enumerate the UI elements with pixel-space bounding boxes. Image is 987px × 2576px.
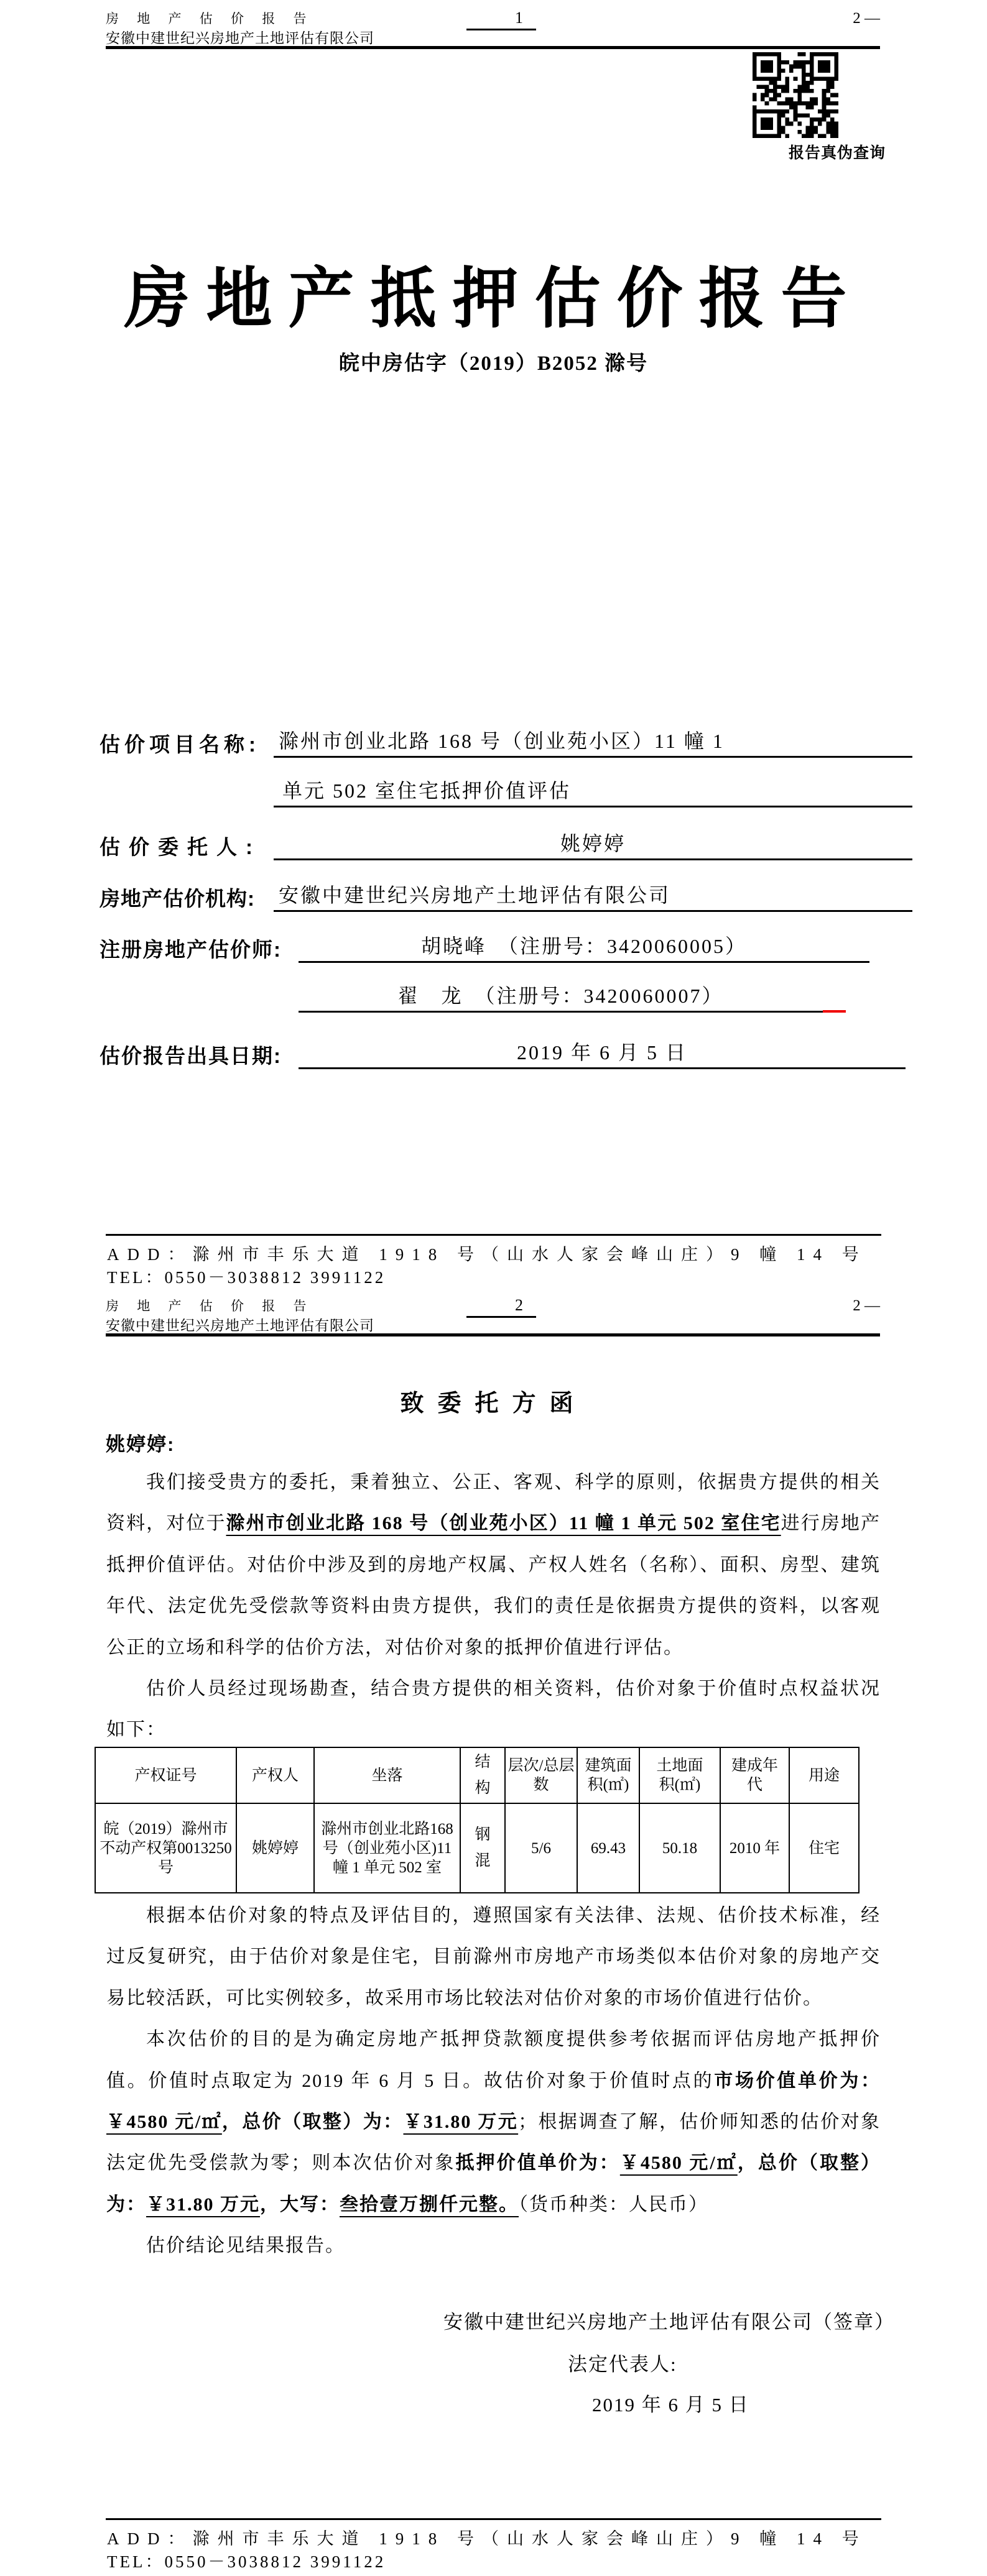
field-label: 注册房地产估价师: — [100, 938, 282, 961]
page2-header-doc-type: 房 地 产 估 价 报 告 — [106, 1299, 314, 1313]
report-title: 房地产抵押估价报告 — [124, 263, 863, 336]
field-value-underline: 胡晓峰 （注册号：3420060005） — [299, 931, 869, 963]
qr-code — [753, 52, 838, 138]
cell-cert-no: 皖（2019）滁州市不动产权第0013250 号 — [95, 1803, 236, 1893]
page1-header-company-name: 安徽中建世纪兴房地产土地评估有限公司 — [106, 30, 374, 46]
letter-body-block-1 — [106, 1462, 881, 1751]
signature-company: 安徽中建世纪兴房地产土地评估有限公司（签章） — [443, 2311, 895, 2333]
cell-owner: 姚婷婷 — [236, 1803, 314, 1893]
legal-representative-label: 法定代表人: — [568, 2353, 677, 2375]
page2-header-page-number: 2 — [515, 1296, 523, 1314]
paragraph-5: 估价结论见结果报告。 — [146, 2235, 345, 2256]
field-value-underline: 姚婷婷 — [274, 829, 912, 860]
field-label: 房地产估价机构: — [100, 887, 255, 910]
page2-footer-address: ADD：滁州市丰乐大道 1918 号（山水人家会峰山庄）9 幢 14 号 — [107, 2529, 867, 2548]
field-row-project-name-line2 — [100, 774, 912, 807]
cell-use: 住宅 — [789, 1803, 859, 1893]
page2-footer-phone: TEL：0550－3038812 3991122 — [107, 2552, 386, 2571]
col-floor: 层次/总层数 — [505, 1747, 577, 1803]
qr-caption: 报告真伪查询 — [789, 144, 886, 162]
col-year-built: 建成年代 — [720, 1747, 789, 1803]
table-header-row — [95, 1747, 859, 1803]
cell-land-area: 50.18 — [639, 1803, 720, 1893]
field-value-underline: 滁州市创业北路 168 号（创业苑小区）11 幢 1 — [274, 726, 912, 758]
field-value-underline: 单元 502 室住宅抵押价值评估 — [274, 776, 912, 807]
red-mark — [823, 1010, 846, 1013]
page2-header-corner-ref: 2 — — [853, 1297, 880, 1314]
page2-header-company-name: 安徽中建世纪兴房地产土地评估有限公司 — [106, 1318, 374, 1333]
col-owner: 产权人 — [236, 1747, 314, 1803]
paragraph-1: 我们接受贵方的委托，秉着独立、公正、客观、科学的原则，依据贵方提供的相关资料，对位于滁州市创业北路 168 号（创业苑小区）11 幢 1 单元 502 室住宅进行房地产抵押价值评估。对估价中涉及到的房地产权属、产权人姓名（名称）、面积、房型、建筑年代、法定优先受偿款等资料由贵方提供，我们的责任是依据贵方提供的资料，以客观公正的立场和科学的估价方法，对估价对象的抵押价值进行评估。 — [106, 1472, 881, 1658]
field-value-underline: 2019 年 6 月 5 日 — [299, 1037, 906, 1069]
page1-footer-phone: TEL：0550－3038812 3991122 — [107, 1268, 386, 1287]
cell-building-area: 69.43 — [577, 1803, 639, 1893]
field-row-project-name — [100, 724, 912, 758]
page2-footer-divider — [106, 2518, 881, 2520]
salutation: 姚婷婷: — [106, 1433, 175, 1455]
page1-footer-address: ADD：滁州市丰乐大道 1918 号（山水人家会峰山庄）9 幢 14 号 — [107, 1245, 867, 1264]
appraisal-table — [95, 1747, 860, 1893]
page1-footer-divider — [106, 1234, 881, 1236]
cell-floor: 5/6 — [505, 1803, 577, 1893]
cell-location: 滁州市创业北路168 号（创业苑小区)11 幢 1 单元 502 室 — [314, 1803, 460, 1893]
col-cert-no: 产权证号 — [95, 1747, 236, 1803]
page2-header-divider — [106, 1333, 880, 1336]
paragraph-3: 根据本估价对象的特点及评估目的，遵照国家有关法律、法规、估价技术标准，经过反复研究，由于估价对象是住宅，目前滁州市房地产市场类似本估价对象的房地产交易比较活跃，可比实例较多，故采用市场比较法对估价对象的市场价值进行估价。 — [106, 1905, 881, 2008]
field-label: 估价委托人: — [100, 835, 261, 858]
field-value-underline — [299, 981, 823, 1013]
page1-header-corner-ref: 2 — — [853, 10, 880, 27]
cell-structure: 钢混 — [460, 1803, 505, 1893]
page1-header-doc-type: 房 地 产 估 价 报 告 — [106, 11, 314, 26]
table-data-row — [95, 1803, 859, 1893]
cell-year-built: 2010 年 — [720, 1803, 789, 1893]
letter-title: 致委托方函 — [400, 1391, 587, 1417]
letter-body-block-2 — [106, 1895, 881, 2267]
col-land-area: 土地面积(㎡) — [639, 1747, 720, 1803]
page1-header-page-number: 1 — [515, 9, 523, 27]
col-location: 坐落 — [314, 1747, 460, 1803]
col-building-area: 建筑面积(㎡) — [577, 1747, 639, 1803]
field-row-client — [100, 827, 912, 860]
report-number: 皖中房估字（2019）B2052 滁号 — [338, 352, 649, 375]
paragraph-4: 本次估价的目的是为确定房地产抵押贷款额度提供参考依据而评估房地产抵押价值。价值时点取定为 2019 年 6 月 5 日。故估价对象于价值时点的市场价值单价为：￥4580 元/㎡，总价（取整）为：￥31.80 万元；根据调查了解，估价师知悉的估价对象法定优先受偿款为零；则本次估价对象抵押价值单价为：￥4580 元/㎡，总价（取整）为：￥31.80 万元，大写：叁拾壹万捌仟元整。（货币种类：人民币） — [106, 2029, 881, 2215]
field-value-underline: 安徽中建世纪兴房地产土地评估有限公司 — [274, 880, 912, 912]
field-label: 估价项目名称: — [100, 733, 260, 756]
field-row-issue-date — [100, 1036, 906, 1069]
page1-header-divider — [106, 46, 880, 49]
page1-page-number-underline — [466, 29, 536, 30]
field-row-agency — [100, 878, 912, 912]
col-structure: 结构 — [460, 1747, 505, 1803]
field-label: 估价报告出具日期: — [100, 1044, 282, 1067]
field-row-appraiser-1 — [100, 929, 869, 963]
page2-page-number-underline — [466, 1316, 536, 1318]
field-value-text: 翟 龙 （注册号：3420060007） — [397, 985, 724, 1007]
signature-date: 2019 年 6 月 5 日 — [592, 2394, 749, 2416]
field-row-appraiser-2 — [100, 979, 823, 1013]
paragraph-2: 估价人员经过现场勘查，结合贵方提供的相关资料，估价对象于价值时点权益状况如下： — [106, 1678, 881, 1741]
col-use: 用途 — [789, 1747, 859, 1803]
